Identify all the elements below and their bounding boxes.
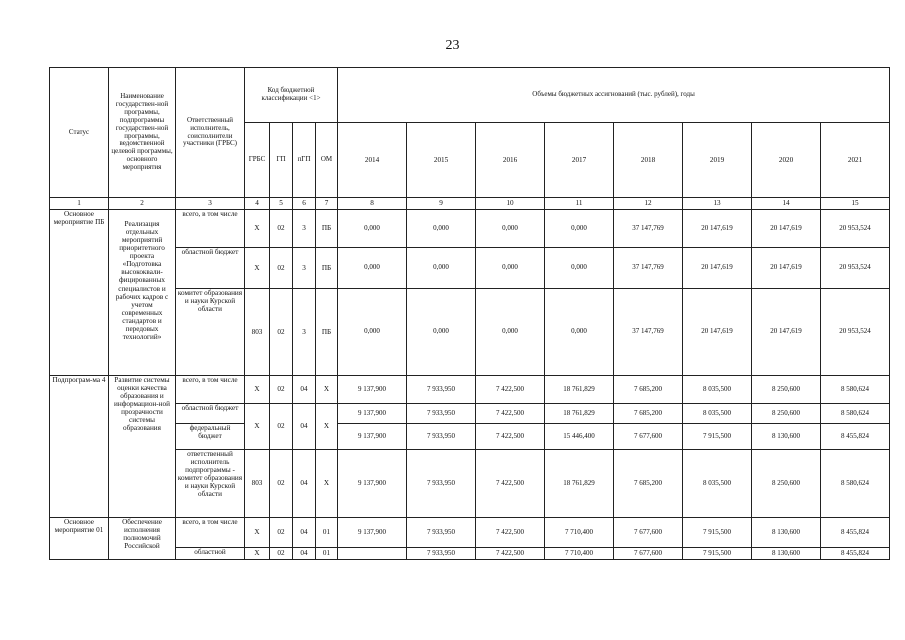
row-status: Основное мероприятие ПБ — [50, 210, 109, 376]
value-cell: 7 933,950 — [407, 404, 476, 424]
value-cell: 7 422,500 — [476, 404, 545, 424]
value-cell: 7 933,950 — [407, 424, 476, 450]
value-cell: 0,000 — [545, 289, 614, 376]
value-cell: 20 953,524 — [821, 248, 890, 289]
value-cell: 7 677,600 — [614, 518, 683, 548]
value-cell: 7 685,200 — [614, 450, 683, 518]
value-cell: 9 137,900 — [338, 404, 407, 424]
row-executor: всего, в том числе — [176, 518, 245, 548]
value-cell: 37 147,769 — [614, 248, 683, 289]
row-name: Обеспечение исполнения полномочий Российской — [109, 518, 176, 560]
value-cell: 0,000 — [476, 210, 545, 248]
column-number: 12 — [614, 198, 683, 210]
header-grbs: ГРБС — [245, 123, 270, 198]
code-gp: 02 — [270, 376, 293, 404]
code-om: ПБ — [316, 289, 338, 376]
code-grbs: 803 — [245, 450, 270, 518]
column-number: 5 — [270, 198, 293, 210]
header-budget-code: Код бюджетной классификации <1> — [245, 68, 338, 123]
value-cell: 8 035,500 — [683, 404, 752, 424]
value-cell: 20 147,619 — [683, 289, 752, 376]
row-executor: областной — [176, 548, 245, 560]
code-grbs: X — [245, 248, 270, 289]
value-cell: 0,000 — [545, 248, 614, 289]
value-cell: 7 422,500 — [476, 376, 545, 404]
value-cell: 0,000 — [407, 248, 476, 289]
value-cell: 8 455,824 — [821, 424, 890, 450]
code-grbs: X — [245, 210, 270, 248]
value-cell: 0,000 — [338, 210, 407, 248]
value-cell: 8 580,624 — [821, 450, 890, 518]
header-status: Статус — [50, 68, 109, 198]
table-row — [50, 518, 890, 548]
header-volumes: Объемы бюджетных ассигнований (тыс. рублей), годы — [338, 68, 890, 123]
value-cell: 37 147,769 — [614, 210, 683, 248]
header-year: 2014 — [338, 123, 407, 198]
row-name: Реализация отдельных мероприятий приоритетного проекта «Подготовка высококвали-фицированных специалистов и рабочих кадров с учетом современных стандартов и передовых технологий» — [109, 210, 176, 376]
value-cell: 9 137,900 — [338, 450, 407, 518]
code-pgp: 04 — [293, 376, 316, 404]
value-cell: 18 761,829 — [545, 376, 614, 404]
header-year: 2021 — [821, 123, 890, 198]
code-om: 01 — [316, 548, 338, 560]
value-cell: 0,000 — [338, 289, 407, 376]
value-cell: 7 933,950 — [407, 518, 476, 548]
value-cell: 9 137,900 — [338, 376, 407, 404]
header-name: Наименование государствен-ной программы, подпрограммы государствен-ной программы, ведомственной целевой программы, основного мероприятия — [109, 68, 176, 198]
value-cell: 7 685,200 — [614, 376, 683, 404]
code-om: X — [316, 450, 338, 518]
column-number: 4 — [245, 198, 270, 210]
value-cell: 7 933,950 — [407, 450, 476, 518]
code-om: X — [316, 376, 338, 404]
value-cell: 7 710,400 — [545, 518, 614, 548]
value-cell: 8 250,600 — [752, 376, 821, 404]
value-cell: 0,000 — [476, 248, 545, 289]
value-cell: 8 130,600 — [752, 518, 821, 548]
value-cell: 20 147,619 — [683, 248, 752, 289]
code-gp: 02 — [270, 210, 293, 248]
header-gp: ГП — [270, 123, 293, 198]
value-cell: 8 130,600 — [752, 424, 821, 450]
value-cell: 8 130,600 — [752, 548, 821, 560]
value-cell: 18 761,829 — [545, 450, 614, 518]
value-cell: 20 953,524 — [821, 289, 890, 376]
code-om: 01 — [316, 518, 338, 548]
row-status: Основное мероприятие 01 — [50, 518, 109, 560]
value-cell: 18 761,829 — [545, 404, 614, 424]
code-gp: 02 — [270, 548, 293, 560]
column-number: 8 — [338, 198, 407, 210]
value-cell: 20 953,524 — [821, 210, 890, 248]
header-om: ОМ — [316, 123, 338, 198]
column-number: 14 — [752, 198, 821, 210]
column-number: 6 — [293, 198, 316, 210]
value-cell: 9 137,900 — [338, 424, 407, 450]
code-pgp: 3 — [293, 289, 316, 376]
row-executor: всего, в том числе — [176, 210, 245, 248]
header-executor: Ответственный исполнитель, соисполнители участники (ГРБС) — [176, 68, 245, 198]
value-cell: 7 422,500 — [476, 450, 545, 518]
value-cell: 0,000 — [338, 248, 407, 289]
column-number: 13 — [683, 198, 752, 210]
column-number: 3 — [176, 198, 245, 210]
code-gp: 02 — [270, 450, 293, 518]
value-cell: 7 422,500 — [476, 424, 545, 450]
value-cell: 7 677,600 — [614, 548, 683, 560]
value-cell: 0,000 — [476, 289, 545, 376]
row-executor: областной бюджет — [176, 248, 245, 289]
table-row — [50, 548, 890, 560]
row-name: Развитие системы оценки качества образования и информацион-ной прозрачности системы образования — [109, 376, 176, 518]
value-cell: 0,000 — [407, 210, 476, 248]
code-om: ПБ — [316, 248, 338, 289]
value-cell: 7 933,950 — [407, 376, 476, 404]
code-gp: 02 — [270, 289, 293, 376]
code-om: X — [316, 404, 338, 450]
table-row — [50, 289, 890, 376]
code-grbs: X — [245, 376, 270, 404]
value-cell: 9 137,900 — [338, 518, 407, 548]
header-year: 2015 — [407, 123, 476, 198]
value-cell: 8 580,624 — [821, 376, 890, 404]
row-executor: комитет образования и науки Курской области — [176, 289, 245, 376]
row-executor: федеральный бюджет — [176, 424, 245, 450]
code-gp: 02 — [270, 248, 293, 289]
value-cell — [338, 548, 407, 560]
code-pgp: 04 — [293, 548, 316, 560]
table-row — [50, 450, 890, 518]
budget-table — [49, 67, 890, 560]
value-cell: 7 915,500 — [683, 548, 752, 560]
value-cell: 8 035,500 — [683, 376, 752, 404]
code-pgp: 04 — [293, 404, 316, 450]
value-cell: 8 580,624 — [821, 404, 890, 424]
value-cell: 15 446,400 — [545, 424, 614, 450]
column-number: 7 — [316, 198, 338, 210]
row-executor: всего, в том числе — [176, 376, 245, 404]
code-pgp: 3 — [293, 210, 316, 248]
value-cell: 7 677,600 — [614, 424, 683, 450]
value-cell: 0,000 — [545, 210, 614, 248]
header-year: 2016 — [476, 123, 545, 198]
value-cell: 7 915,500 — [683, 518, 752, 548]
code-gp: 02 — [270, 518, 293, 548]
value-cell: 20 147,619 — [752, 248, 821, 289]
value-cell: 7 422,500 — [476, 548, 545, 560]
column-number: 1 — [50, 198, 109, 210]
header-pgp: пГП — [293, 123, 316, 198]
code-grbs: 803 — [245, 289, 270, 376]
header-year: 2017 — [545, 123, 614, 198]
value-cell: 8 250,600 — [752, 404, 821, 424]
table-row — [50, 424, 890, 450]
value-cell: 7 685,200 — [614, 404, 683, 424]
code-om: ПБ — [316, 210, 338, 248]
table-row — [50, 376, 890, 404]
value-cell: 8 035,500 — [683, 450, 752, 518]
header-year: 2019 — [683, 123, 752, 198]
value-cell: 7 422,500 — [476, 518, 545, 548]
table-row — [50, 404, 890, 424]
code-pgp: 04 — [293, 518, 316, 548]
table-row — [50, 248, 890, 289]
code-pgp: 3 — [293, 248, 316, 289]
value-cell: 20 147,619 — [683, 210, 752, 248]
value-cell: 20 147,619 — [752, 289, 821, 376]
table-row — [50, 210, 890, 248]
value-cell: 20 147,619 — [752, 210, 821, 248]
page-number: 23 — [445, 38, 460, 53]
row-executor: областной бюджет — [176, 404, 245, 424]
value-cell: 37 147,769 — [614, 289, 683, 376]
row-status: Подпрограм-ма 4 — [50, 376, 109, 518]
value-cell: 8 250,600 — [752, 450, 821, 518]
column-number: 15 — [821, 198, 890, 210]
column-number: 10 — [476, 198, 545, 210]
value-cell: 7 915,500 — [683, 424, 752, 450]
code-pgp: 04 — [293, 450, 316, 518]
column-number: 11 — [545, 198, 614, 210]
code-gp: 02 — [270, 404, 293, 450]
value-cell: 0,000 — [407, 289, 476, 376]
code-grbs: X — [245, 518, 270, 548]
column-number: 9 — [407, 198, 476, 210]
header-year: 2020 — [752, 123, 821, 198]
code-grbs: X — [245, 548, 270, 560]
value-cell: 8 455,824 — [821, 548, 890, 560]
value-cell: 7 933,950 — [407, 548, 476, 560]
row-executor: ответственный исполнитель подпрограммы - комитет образования и науки Курской области — [176, 450, 245, 518]
value-cell: 7 710,400 — [545, 548, 614, 560]
header-year: 2018 — [614, 123, 683, 198]
code-grbs: X — [245, 404, 270, 450]
value-cell: 8 455,824 — [821, 518, 890, 548]
column-number: 2 — [109, 198, 176, 210]
